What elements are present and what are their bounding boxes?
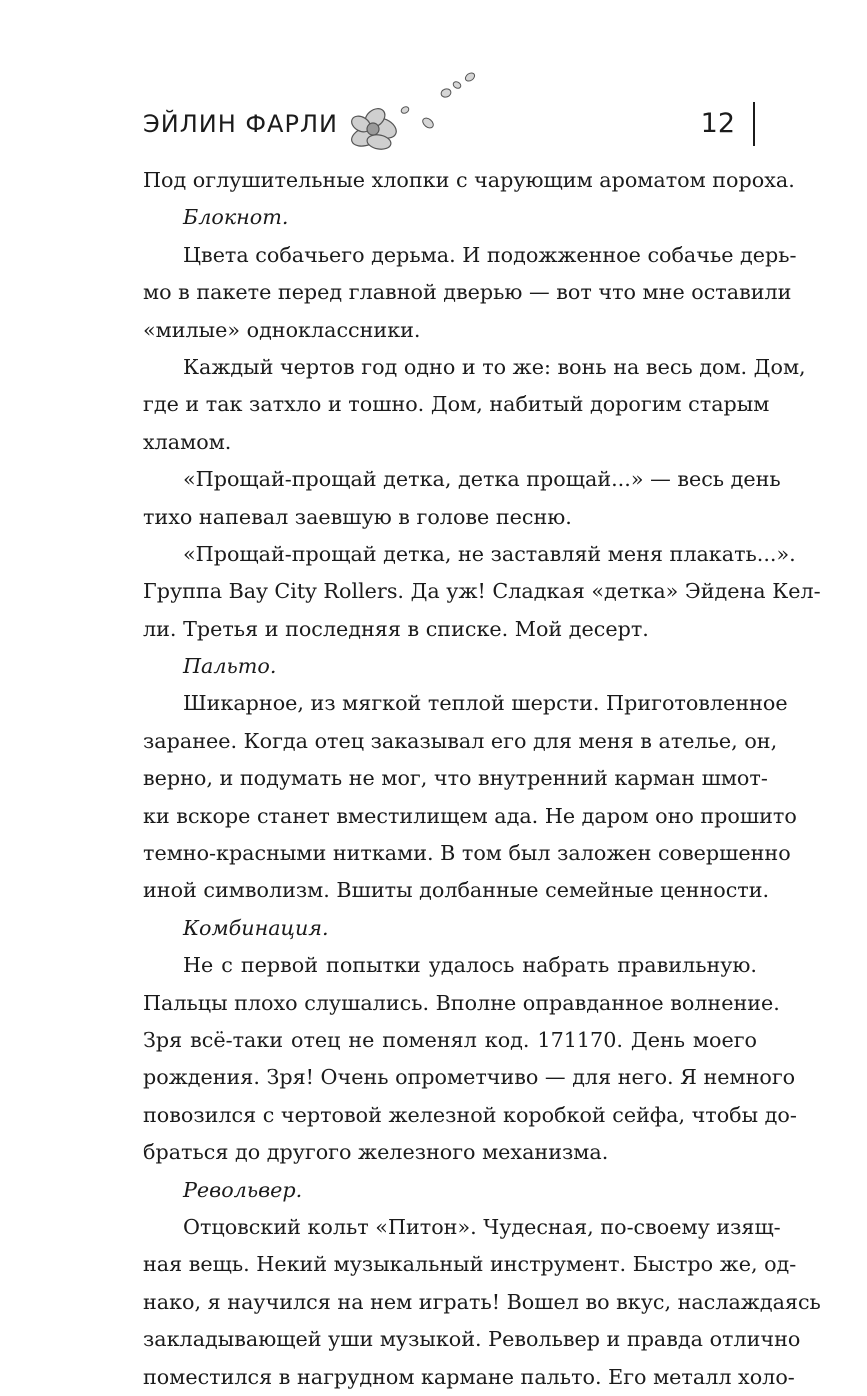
header-divider (753, 102, 755, 146)
text-line: ки вскоре станет вместилищем ада. Не даром оно прошито (143, 803, 797, 828)
text-line: «милые» одноклассники. (143, 317, 421, 342)
text-line: иной символизм. Вшиты долбанные семейные ценности. (143, 878, 770, 903)
text-line: хламом. (143, 429, 232, 454)
text-line: Каждый чертов год одно и то же: вонь на весь дом. Дом, (183, 354, 806, 379)
text-line: Группа Bay City Rollers. Да уж! Сладкая «детка» Эйдена Кел- (143, 579, 821, 604)
text-line: браться до другого железного механизма. (143, 1140, 609, 1165)
section-heading: Блокнот. (183, 205, 289, 230)
text-line: ная вещь. Некий музыкальный инструмент. Быстро же, од- (143, 1252, 797, 1277)
section-heading: Пальто. (183, 654, 277, 679)
text-line: «Прощай-прощай детка, детка прощай...» — весь день (183, 467, 781, 492)
text-line: заранее. Когда отец заказывал его для меня в ателье, он, (143, 728, 778, 753)
text-line: ли. Третья и последняя в списке. Мой десерт. (143, 616, 649, 641)
text-line: Цвета собачьего дерьма. И подожженное собачье дерь- (183, 242, 797, 267)
text-line: закладывающей уши музыкой. Револьвер и правда отлично (143, 1327, 801, 1352)
text-line: Не с первой попытки удалось набрать правильную. (183, 953, 757, 978)
text-line: Под оглушительные хлопки с чарующим ароматом пороха. (143, 168, 795, 192)
text-line: тихо напевал заевшую в голове песню. (143, 504, 572, 529)
text-line: поместился в нагрудном кармане пальто. Его металл холо- (143, 1364, 795, 1389)
section-heading: Револьвер. (183, 1177, 303, 1202)
text-line: рождения. Зря! Очень опрометчиво — для него. Я немного (143, 1065, 796, 1090)
text-line: повозился с чертовой железной коробкой сейфа, чтобы до- (143, 1102, 797, 1127)
text-line: верно, и подумать не мог, что внутренний карман шмот- (143, 766, 768, 791)
author-name: ЭЙЛИН ФАРЛИ (143, 110, 338, 138)
text-line: мо в пакете перед главной дверью — вот что мне оставили (143, 280, 792, 305)
text-line: Шикарное, из мягкой теплой шерсти. Приготовленное (183, 691, 788, 716)
text-line: Зря всё-таки отец не поменял код. 171170. День моего (143, 1027, 757, 1052)
flower-petals-icon (339, 66, 489, 156)
text-line: Пальцы плохо слушались. Вполне оправданное волнение. (143, 990, 780, 1015)
text-line: Отцовский кольт «Питон». Чудесная, по-своему изящ- (183, 1214, 781, 1239)
text-line: «Прощай-прощай детка, не заставляй меня плакать...». (183, 541, 796, 566)
text-line: нако, я научился на нем играть! Вошел во вкус, наслаждаясь (143, 1289, 821, 1314)
running-head (143, 96, 763, 152)
body-text (143, 162, 821, 1396)
section-heading: Комбинация. (183, 915, 329, 940)
text-line: темно-красными нитками. В том был заложен совершенно (143, 841, 791, 866)
text-line: где и так затхло и тошно. Дом, набитый дорогим старым (143, 392, 770, 417)
page-number: 12 (700, 108, 735, 139)
